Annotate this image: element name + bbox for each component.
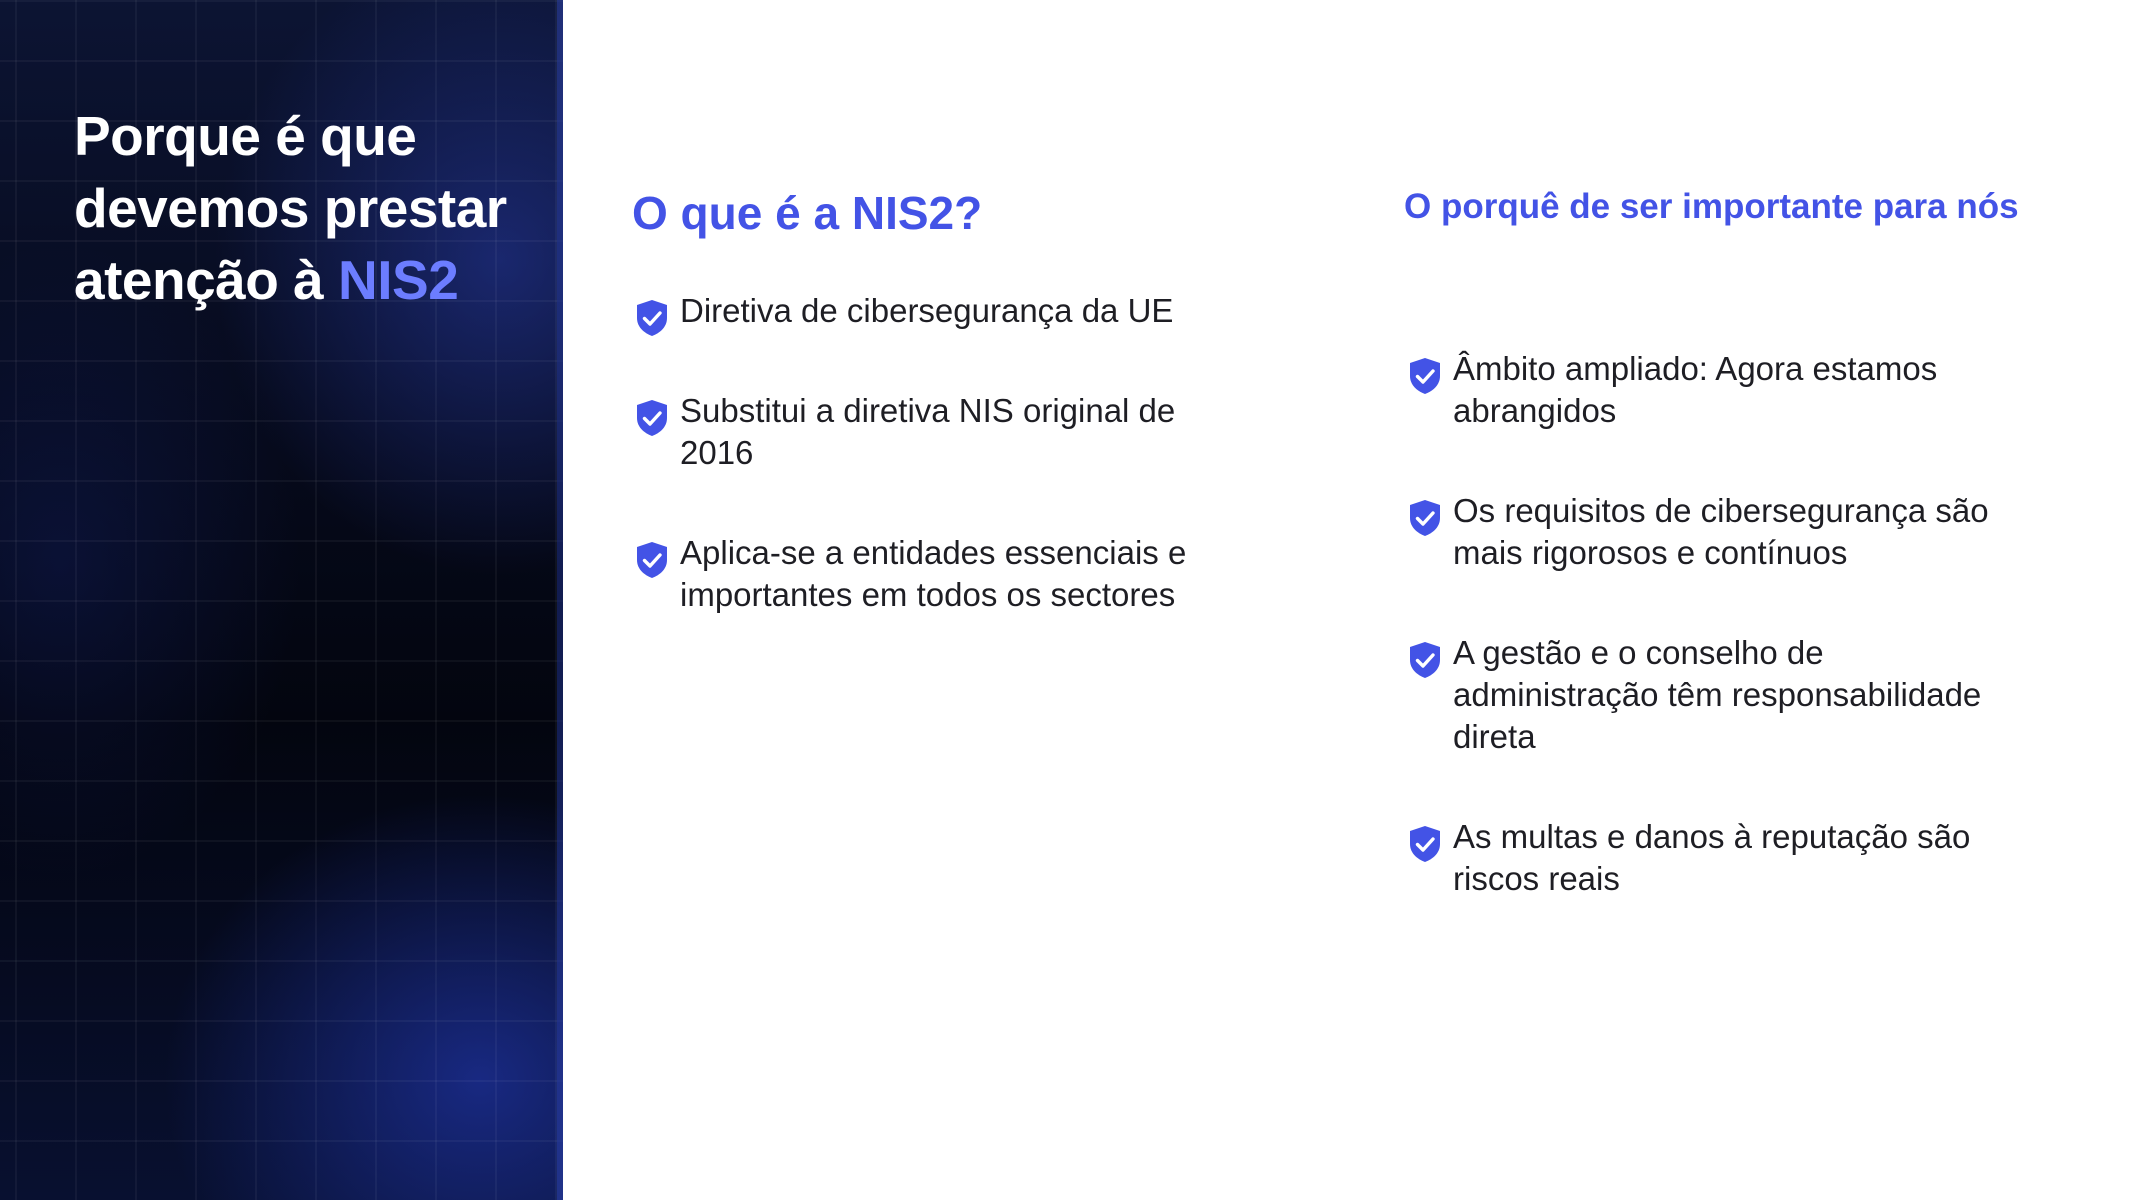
- list-item: [1407, 632, 2037, 758]
- slide-title-accent: NIS2: [338, 249, 459, 311]
- list-item-text: Aplica-se a entidades essenciais e importantes em todos os sectores: [680, 534, 1187, 613]
- shield-check-icon: [1407, 824, 1443, 864]
- list-item: [1407, 816, 2007, 900]
- slide-title: [74, 100, 554, 316]
- list-item: [634, 290, 1254, 338]
- list-item: [1407, 490, 2057, 574]
- what-is-nis2-heading: O que é a NIS2?: [632, 187, 983, 239]
- shield-check-icon: [634, 398, 670, 438]
- why-important-heading: O porquê de ser importante para nós: [1404, 187, 2019, 226]
- left-panel: [0, 0, 563, 1200]
- list-item-text: Substitui a diretiva NIS original de 2016: [680, 392, 1176, 471]
- list-item-text: Âmbito ampliado: Agora estamos abrangidos: [1453, 350, 1938, 429]
- list-item-text: Os requisitos de cibersegurança são mais rigorosos e contínuos: [1453, 492, 1989, 571]
- list-item: [1407, 348, 1997, 432]
- shield-check-icon: [1407, 356, 1443, 396]
- list-item: [634, 532, 1264, 616]
- list-item-text: A gestão e o conselho de administração têm responsabilidade direta: [1453, 634, 1982, 755]
- slide-title-text: Porque é que devemos prestar atenção à: [74, 105, 507, 311]
- shield-check-icon: [634, 540, 670, 580]
- shield-check-icon: [1407, 498, 1443, 538]
- shield-check-icon: [1407, 640, 1443, 680]
- list-item-text: Diretiva de cibersegurança da UE: [680, 292, 1174, 329]
- list-item: [634, 390, 1189, 474]
- list-item-text: As multas e danos à reputação são riscos reais: [1453, 818, 1971, 897]
- shield-check-icon: [634, 298, 670, 338]
